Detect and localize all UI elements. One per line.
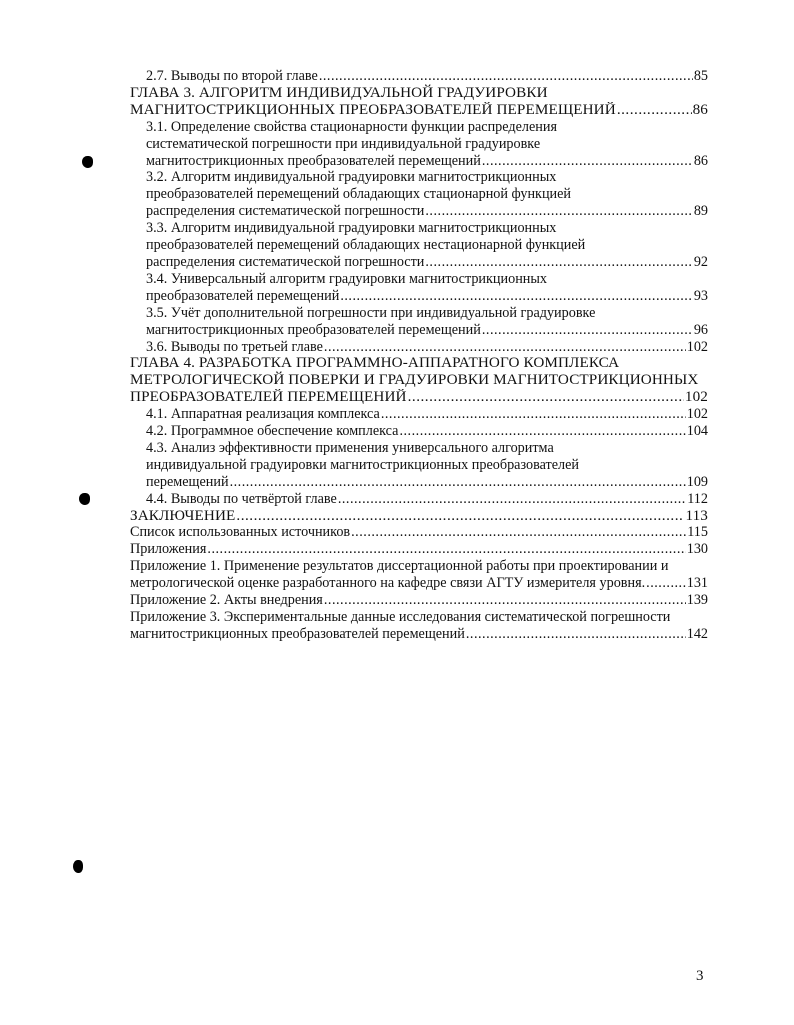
ink-blot xyxy=(82,156,93,168)
dot-leader xyxy=(381,406,686,423)
dot-leader xyxy=(319,68,693,85)
dot-leader xyxy=(399,423,685,440)
toc-entry[interactable] xyxy=(130,609,708,643)
toc-entry[interactable] xyxy=(130,524,708,541)
toc-entry-title: преобразователей перемещений xyxy=(146,287,340,304)
dot-leader xyxy=(482,153,693,170)
toc-entry-text-line: ГЛАВА 3. АЛГОРИТМ ИНДИВИДУАЛЬНОЙ ГРАДУИРОВКИ xyxy=(130,83,548,101)
toc-section-entry[interactable] xyxy=(130,406,708,423)
dot-leader xyxy=(230,474,686,491)
dot-leader xyxy=(324,592,686,609)
toc-page-number: 96 xyxy=(693,321,708,338)
toc-page-number: 139 xyxy=(686,592,708,609)
toc-entry-title: МАГНИТОСТРИКЦИОННЫХ ПРЕОБРАЗОВАТЕЛЕЙ ПЕРЕМЕЩЕНИЙ xyxy=(130,101,616,118)
toc-section-entry[interactable] xyxy=(130,339,708,356)
toc-page-number: 92 xyxy=(693,253,708,270)
toc-entry-title: ПРЕОБРАЗОВАТЕЛЕЙ ПЕРЕМЕЩЕНИЙ xyxy=(130,389,407,406)
toc-entry-title: 2.7. Выводы по второй главе xyxy=(146,68,318,84)
toc-section-entry[interactable] xyxy=(130,271,708,305)
dot-leader xyxy=(646,575,686,592)
dot-leader xyxy=(408,389,684,406)
toc-page-number: 115 xyxy=(687,524,708,541)
dot-leader xyxy=(207,541,685,558)
toc-entry-title: 4.4. Выводы по четвёртой главе xyxy=(146,490,337,507)
toc-page-number: 93 xyxy=(693,287,708,304)
toc-entry-title: магнитострикционных преобразователей перемещений xyxy=(130,625,465,642)
toc-entry-text-line: систематической погрешности при индивидуальной градуировке xyxy=(146,135,541,152)
toc-section-entry[interactable] xyxy=(130,423,708,440)
toc-section-entry[interactable] xyxy=(130,440,708,491)
toc-entry-text-line: 3.4. Универсальный алгоритм градуировки магнитострикционных xyxy=(146,270,548,287)
toc-chapter-entry[interactable] xyxy=(130,85,708,119)
toc-entry-text-line: Приложение 1. Применение результатов диссертационной работы при проектировании и xyxy=(130,558,669,575)
dot-leader xyxy=(425,254,692,271)
toc-entry-text-line: ГЛАВА 4. РАЗРАБОТКА ПРОГРАММНО-АППАРАТНОГО КОМПЛЕКСА xyxy=(130,354,620,372)
toc-section-entry[interactable] xyxy=(130,491,708,508)
table-of-contents xyxy=(130,68,708,643)
dot-leader xyxy=(338,491,686,508)
toc-page-number: 102 xyxy=(686,406,708,423)
toc-section-entry[interactable] xyxy=(130,68,708,85)
toc-page-number: 102 xyxy=(684,389,708,406)
ink-blot xyxy=(73,860,83,873)
toc-entry-title: 4.1. Аппаратная реализация комплекса xyxy=(146,406,380,423)
toc-page-number: 112 xyxy=(687,490,708,507)
toc-page-number: 89 xyxy=(693,203,708,220)
toc-entry-title: 4.2. Программное обеспечение комплекса xyxy=(146,423,399,440)
toc-page-number: 131 xyxy=(686,575,708,592)
toc-entry-title: распределения систематической погрешности xyxy=(146,253,425,270)
toc-entry[interactable] xyxy=(130,558,708,592)
toc-page-number: 130 xyxy=(686,541,708,558)
dot-leader xyxy=(324,339,686,356)
toc-entry-title: перемещений xyxy=(146,473,229,490)
toc-entry-title: магнитострикционных преобразователей перемещений xyxy=(146,321,481,338)
toc-entry-text-line: Приложение 3. Экспериментальные данные исследования систематической погрешности xyxy=(130,609,671,625)
toc-page-number: 142 xyxy=(686,625,708,642)
toc-chapter-entry[interactable] xyxy=(130,355,708,406)
toc-page-number: 85 xyxy=(693,68,708,84)
toc-entry-title: метрологической оценке разработанного на кафедре связи АГТУ измерителя уровня. xyxy=(130,575,646,592)
toc-entry-title: Приложение 2. Акты внедрения xyxy=(130,592,323,609)
toc-section-entry[interactable] xyxy=(130,169,708,220)
toc-page-number: 109 xyxy=(686,473,708,490)
toc-section-entry[interactable] xyxy=(130,220,708,271)
page-number: 3 xyxy=(696,968,704,984)
toc-entry-title: магнитострикционных преобразователей перемещений xyxy=(146,152,481,169)
toc-entry-text-line: индивидуальной градуировки магнитострикционных преобразователей xyxy=(146,456,579,473)
dot-leader xyxy=(466,626,686,643)
toc-page-number: 113 xyxy=(685,507,708,524)
dot-leader xyxy=(482,322,693,339)
toc-entry-title: ЗАКЛЮЧЕНИЕ xyxy=(130,507,236,524)
dot-leader xyxy=(425,203,692,220)
dot-leader xyxy=(351,524,686,541)
toc-entry-text-line: преобразователей перемещений обладающих нестационарной функцией xyxy=(146,237,586,254)
toc-entry-text-line: 3.3. Алгоритм индивидуальной градуировки магнитострикционных xyxy=(146,220,557,237)
toc-entry-text-line: МЕТРОЛОГИЧЕСКОЙ ПОВЕРКИ И ГРАДУИРОВКИ МАГНИТОСТРИКЦИОННЫХ xyxy=(130,371,699,389)
toc-entry-text-line: 4.3. Анализ эффективности применения универсального алгоритма xyxy=(146,439,554,456)
toc-page-number: 86 xyxy=(692,101,708,118)
toc-section-entry[interactable] xyxy=(130,305,708,339)
toc-entry-title: Приложения xyxy=(130,541,207,558)
toc-entry-title: Список использованных источников xyxy=(130,524,351,541)
toc-entry-text-line: 3.1. Определение свойства стационарности функции распределения xyxy=(146,118,557,135)
toc-entry-text-line: 3.5. Учёт дополнительной погрешности при индивидуальной градуировке xyxy=(146,304,596,321)
toc-entry[interactable] xyxy=(130,541,708,558)
ink-blot xyxy=(79,493,90,505)
toc-page-number: 102 xyxy=(686,338,708,355)
dot-leader xyxy=(236,508,684,525)
toc-entry[interactable] xyxy=(130,592,708,609)
toc-page-number: 86 xyxy=(693,152,708,169)
toc-section-entry[interactable] xyxy=(130,119,708,170)
dot-leader xyxy=(340,288,693,305)
toc-entry-title: распределения систематической погрешности xyxy=(146,203,425,220)
toc-entry-text-line: преобразователей перемещений обладающих стационарной функцией xyxy=(146,186,572,203)
toc-chapter-entry[interactable] xyxy=(130,508,708,525)
toc-entry-title: 3.6. Выводы по третьей главе xyxy=(146,338,323,355)
dot-leader xyxy=(617,102,692,119)
toc-entry-text-line: 3.2. Алгоритм индивидуальной градуировки магнитострикционных xyxy=(146,169,557,186)
toc-page-number: 104 xyxy=(686,423,708,440)
